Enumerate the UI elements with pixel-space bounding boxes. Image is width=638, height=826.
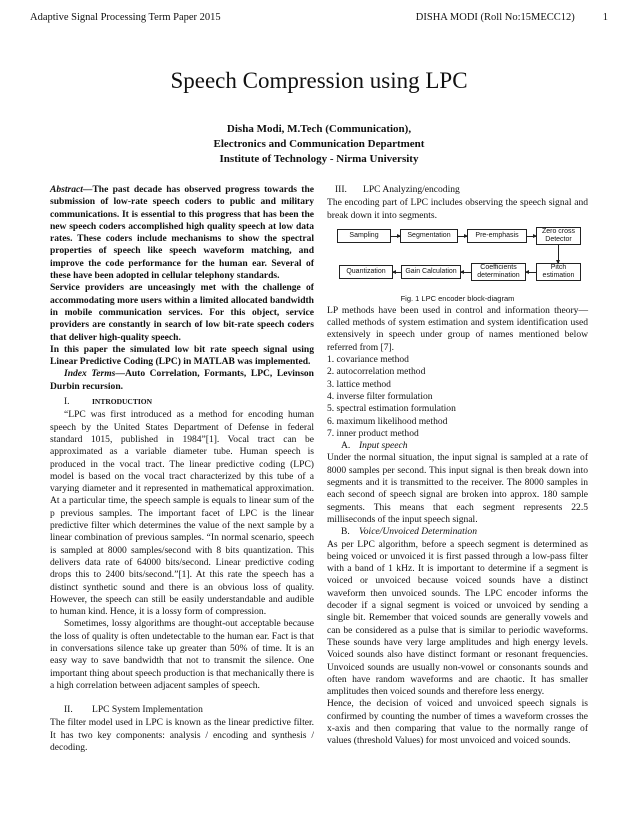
abstract-label: Abstract — [50, 184, 83, 195]
block-preemphasis: Pre-emphasis — [467, 229, 527, 243]
encoding-para-2: LP methods have been used in control and information theory—called methods of system estimation and system identification used extensively in speech under group of names mentioned below referred from [7]. — [327, 304, 588, 353]
encoder-block-diagram — [327, 227, 588, 305]
subsection-heading-input-speech: A. Input speech — [341, 440, 408, 452]
section-heading-intro: I. INTRODUCTION — [64, 396, 153, 408]
list-item: 4. inverse filter formulation — [327, 390, 433, 402]
author-name: Disha Modi, M.Tech (Communication), — [226, 123, 412, 135]
figure-caption: Fig. 1 LPC encoder block-diagram — [400, 293, 515, 303]
section-heading-implementation: II. LPC System Implementation — [64, 704, 203, 716]
arrow-icon — [393, 272, 401, 273]
arrow-icon — [526, 272, 536, 273]
right-column — [327, 184, 588, 748]
subsection-heading-voiced: B. Voice/Unvoiced Determination — [341, 526, 477, 538]
abstract: Abstract—The past decade has observed progress towards the submission of low-rate speech coders to public and military communications. It is essential to this progress that has been the new speech coders accomplished high quality speech at low data rates. These coders include mechanisms to show the spectral properties of speech like speech waveform matching, and improve the code performance for the human ear. Several of these have been adopted in cellular telephony standards. — [50, 184, 314, 282]
paper-title: Speech Compression using LPC — [170, 68, 468, 93]
left-column — [50, 184, 314, 754]
arrow-icon — [558, 245, 559, 263]
implementation-para: The filter model used in LPC is known as the linear predictive filter. It has two key components: analysis / encoding and synthesis / decoding. — [50, 717, 314, 754]
author-department: Electronics and Communication Department — [213, 138, 425, 150]
arrow-icon — [461, 272, 471, 273]
block-gain: Gain Calculation — [401, 265, 461, 279]
index-terms: Index Terms—Auto Correlation, Formants, LPC, Levinson Durbin recursion. — [50, 368, 314, 392]
block-zero-cross: Zero cross Detector — [536, 227, 581, 245]
list-item: 3. lattice method — [327, 378, 391, 390]
block-pitch: Pitch estimation — [536, 263, 581, 281]
header-left: Adaptive Signal Processing Term Paper 2015 — [30, 12, 221, 23]
voiced-para-1: As per LPC algorithm, before a speech segment is determined as being voiced or unvoiced it is first passed through a low-pass filter with a band of 1 kHz. It is important to determine if a segment is voiced or unvoiced because voiced sounds have a distinct waveform then unvoiced sounds. The LPC encoder informs the decoder if a signal segment is voiced or unvoiced by sending a single bit. Remember that voiced sounds are generally vowels and can be considered as a pulse that is similar to periodic waveforms. These sounds have very large amplitudes and high energy levels. Voiced sounds also have distinct formant or resonant frequencies. Unvoiced sounds are usually non-vowel or consonants sounds and often have random waveforms and are chaotic. It has smaller amplitudes then voiced sounds and therefore less energy. — [327, 538, 588, 698]
abstract-para-2: Service providers are unceasingly met with the challenge of accommodating more users within a limited allocated bandwidth in mobile communication services. For this object, service providers are constantly in search of low bit-rate speech coders that deliver high-quality speech. — [50, 282, 314, 343]
block-coefficients: Coefficients determination — [471, 263, 526, 281]
running-header — [30, 12, 608, 23]
block-sampling: Sampling — [337, 229, 391, 243]
list-item: 1. covariance method — [327, 354, 409, 366]
abstract-para-3: In this paper the simulated low bit rate speech signal using Linear Predictive Coding (LPC) in MATLAB was implemented. — [50, 343, 314, 368]
list-item: 7. inner product method — [327, 427, 419, 439]
list-item: 6. maximum likelihood method — [327, 415, 448, 427]
methods-list — [327, 354, 588, 440]
intro-para-2: Sometimes, lossy algorithms are thought-out acceptable because the loss of quality is often undetectable to the human ear. Fact is that in conversations silence take up greater than 50% of time. It is an easy way to save bandwidth that not to transmit the silence. One important thing about speech production is that mechanically there is a high correlation between adjacent samples of speech. — [50, 618, 314, 691]
arrow-icon — [391, 236, 400, 237]
author-institute: Institute of Technology - Nirma University — [219, 153, 419, 165]
encoding-para-1: The encoding part of LPC includes observing the speech signal and break down it into segments. — [327, 197, 588, 221]
voiced-para-2: Hence, the decision of voiced and unvoiced speech signals is confirmed by counting the number of times a waveform crosses the x-axis and then comparing that value to the normally range of values (threshold Values) for most unvoiced and voiced sounds. — [327, 698, 588, 747]
list-item: 5. spectral estimation formulation — [327, 403, 456, 415]
arrow-icon — [527, 236, 536, 237]
page-number: 1 — [602, 12, 608, 23]
intro-para-1: “LPC was first introduced as a method for encoding human speech by the United States Department of Defense in federal standard 1015, published in 1984”[1]. Vocal tract can be approximated as a variable diameter tube. Human speech is produced in the vocal tract. The linear predictive coding (LPC) model is based on the vocal tract characterized by this tube of a varying diameter and it represented in mathematical approximation. At a particular time, the speech sample is equals to linear sum of the p previous samples. The important facet of LPC is the linear predictive filter which determines the value of the next sample by a linear combination of previous samples. “In normal scenario, speech is sampled at 8000 samples/second with 8 bits quantization. This delivers data rate of 64000 bits/second. Linear predictive coding drops this to 2400 bits/second.”[1]. At this rate the speech has a distinct synthetic sound and there is an obvious loss of quality. However, the speech can still be easily understandable and audible to human kind. Hence, it is a lossy form of compression. — [50, 409, 314, 618]
input-speech-para: Under the normal situation, the input signal is sampled at a rate of 8000 samples per second. This input signal is then break down into segments and it is transmitted to the receiver. The 8000 samples in each second of speech signal are broken into approx. 180 sample segments. This means that each segment represents 22.5 milliseconds of the input speech signal. — [327, 452, 588, 525]
arrow-icon — [458, 236, 467, 237]
list-item: 2. autocorrelation method — [327, 366, 426, 378]
section-heading-encoding: III. LPC Analyzing/encoding — [335, 184, 460, 195]
block-quantization: Quantization — [339, 265, 393, 279]
author-block — [0, 122, 638, 167]
header-right: DISHA MODI (Roll No:15MECC12) — [415, 12, 575, 23]
block-segmentation: Segmentation — [400, 229, 458, 243]
abstract-text: The past decade has observed progress towards the submission of low-rate speech coders to public and military communications. It is essential to this progress that has been the new speech coders accomplished high quality speech at low data rates. These coders include mechanisms to show the spectral properties of speech like speech waveform matching, and improve the code performance for the human ear. Several of these have been adopted in cellular telephony standards. — [50, 184, 314, 282]
